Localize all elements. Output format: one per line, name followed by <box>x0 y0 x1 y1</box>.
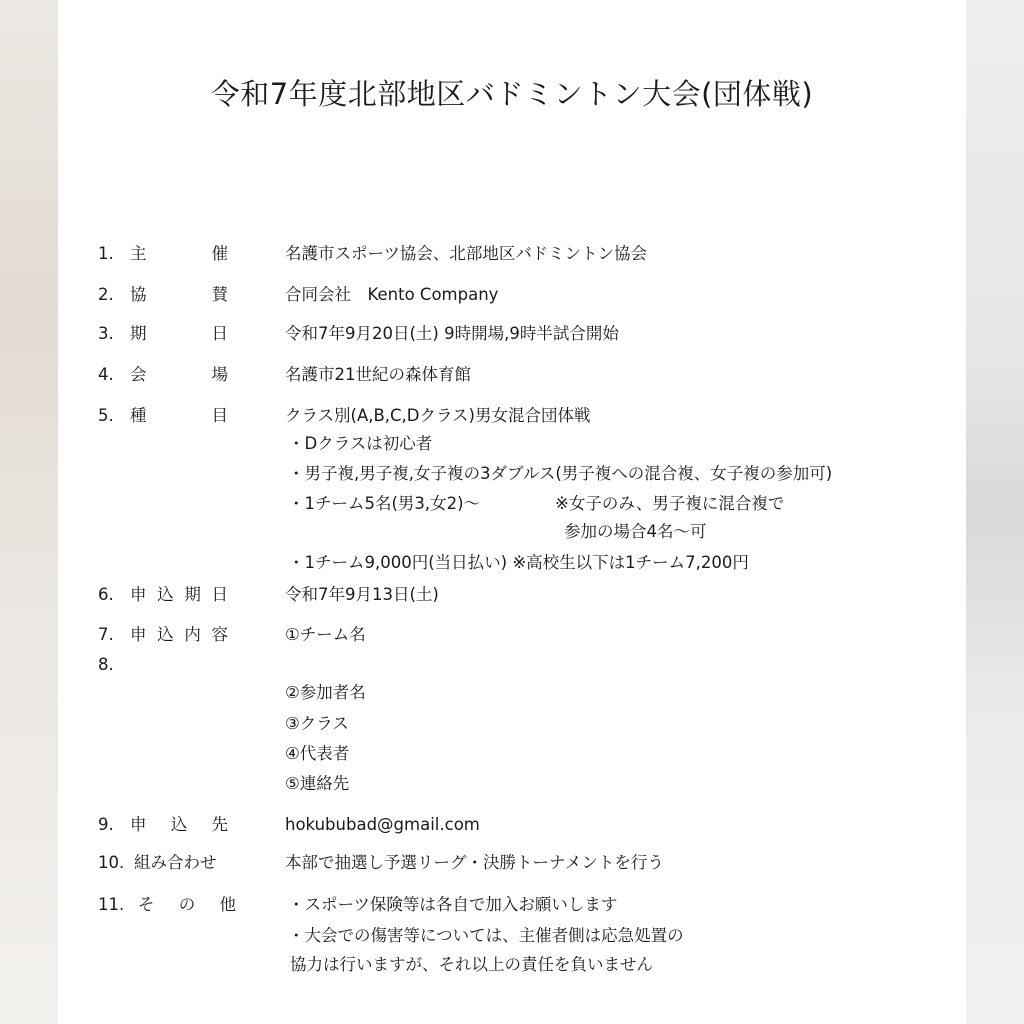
item-number: 5. <box>98 406 114 425</box>
item-number: 1. <box>98 244 114 263</box>
detail-line: ⑤連絡先 <box>285 774 350 793</box>
background-photo-right <box>966 0 1024 1024</box>
item-value: 名護市スポーツ協会、北部地区バドミントン協会 <box>285 244 648 263</box>
item-label: 申 込 先 <box>130 815 228 834</box>
detail-line: ②参加者名 <box>285 683 366 702</box>
detail-note: ※女子のみ、男子複に混合複で <box>555 494 785 513</box>
item-value: 本部で抽選し予選リーグ・決勝トーナメントを行う <box>285 853 664 872</box>
detail-line: ・1チーム5名(男3,女2)〜 <box>288 494 481 513</box>
item-value: 令和7年9月20日(土) 9時開場,9時半試合開始 <box>285 324 619 343</box>
item-label: 協 賛 <box>130 285 228 304</box>
item-number: 6. <box>98 585 114 604</box>
detail-line: 協力は行いますが、それ以上の責任を負いません <box>290 955 653 974</box>
item-number: 11. <box>98 895 125 914</box>
page-title: 令和7年度北部地区バドミントン大会(団体戦) <box>210 77 814 111</box>
detail-line: ・大会での傷害等については、主催者側は応急処置の <box>288 926 684 945</box>
item-number: 9. <box>98 815 114 834</box>
item-number: 7. <box>98 625 114 644</box>
detail-line: ・男子複,男子複,女子複の3ダブルス(男子複への混合複、女子複の参加可) <box>288 464 833 483</box>
item-number: 4. <box>98 365 114 384</box>
item-label: 申 込 期 日 <box>130 585 228 604</box>
item-number: 2. <box>98 285 114 304</box>
background-photo-left <box>0 0 58 1024</box>
email-address: hokububad@gmail.com <box>285 815 480 834</box>
item-label: そ の 他 <box>138 895 236 914</box>
detail-line: ④代表者 <box>285 744 350 763</box>
item-value: 令和7年9月13日(土) <box>285 585 439 604</box>
item-value: クラス別(A,B,C,Dクラス)男女混合団体戦 <box>285 406 591 425</box>
item-label: 主 催 <box>130 244 228 263</box>
item-value: 名護市21世紀の森体育館 <box>285 365 471 384</box>
item-number: 3. <box>98 324 114 343</box>
detail-line: ③クラス <box>285 714 349 733</box>
detail-line: ・1チーム9,000円(当日払い) ※高校生以下は1チーム7,200円 <box>288 553 749 572</box>
item-value: ①チーム名 <box>285 625 366 644</box>
item-number: 10. <box>98 853 125 872</box>
item-value: 合同会社 Kento Company <box>285 285 499 304</box>
item-number: 8. <box>98 655 114 674</box>
item-label: 組み合わせ <box>134 853 217 872</box>
document-page <box>58 0 966 1024</box>
item-label: 種 目 <box>130 406 228 425</box>
detail-note: 参加の場合4名〜可 <box>564 522 707 541</box>
item-label: 会 場 <box>130 365 228 384</box>
detail-line: ・スポーツ保険等は各自で加入お願いします <box>288 895 618 914</box>
item-label: 期 日 <box>130 324 228 343</box>
item-label: 申 込 内 容 <box>130 625 228 644</box>
detail-line: ・Dクラスは初心者 <box>288 434 433 453</box>
